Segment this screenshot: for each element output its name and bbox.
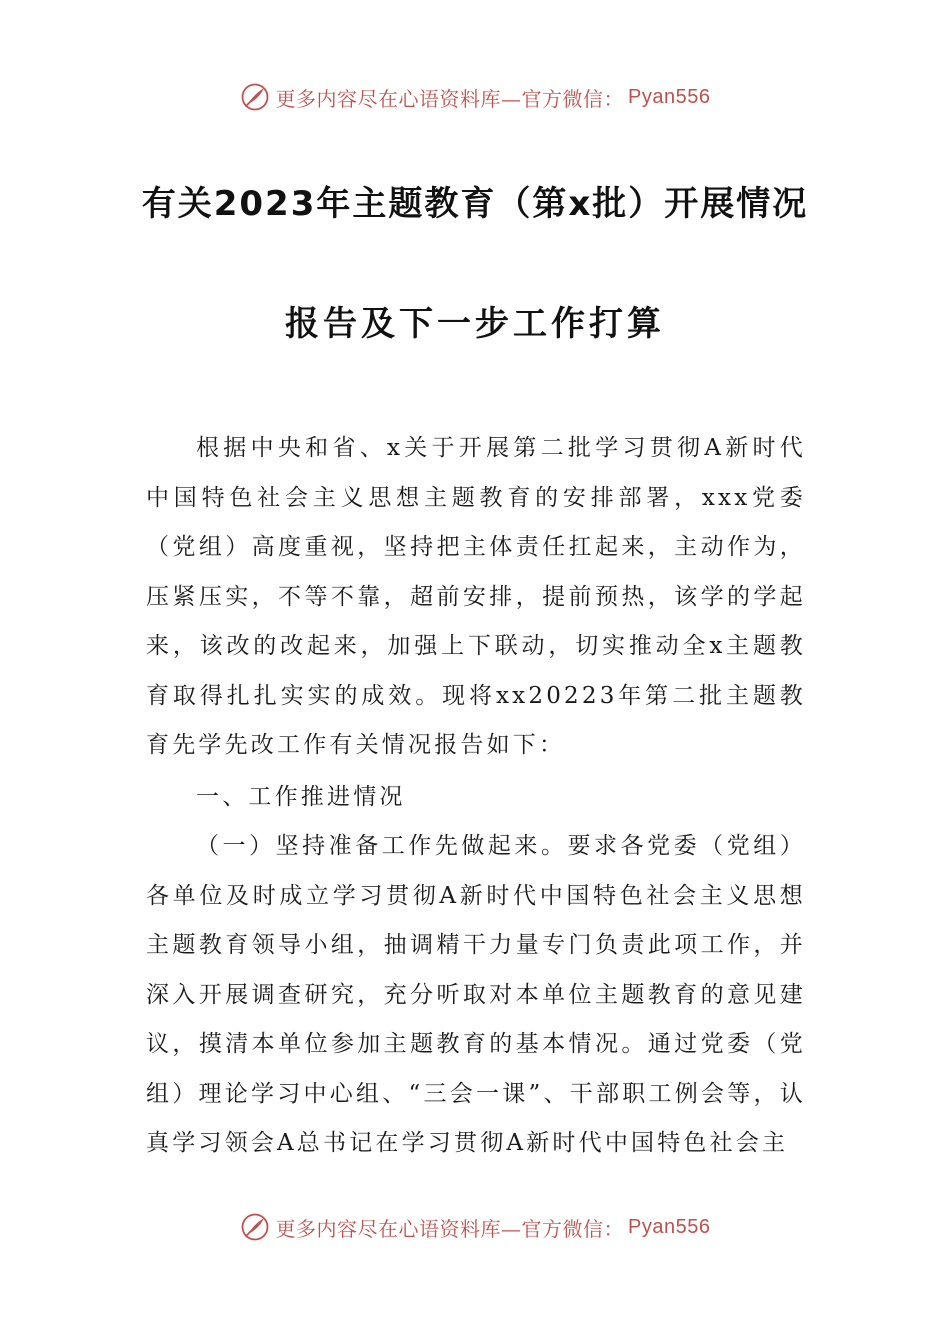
document-title-line1: 有关2023年主题教育（第x批）开展情况 [141, 184, 809, 224]
watermark-text: 更多内容尽在心语资料库—官方微信： [275, 1216, 625, 1241]
section-heading-text: 一、工作推进情况 [196, 784, 406, 810]
paragraph-text: 根据中央和省、x关于开展第二批学习贯彻A新时代中国特色社会主义思想主题教育的安排部署，xxx党委（党组）高度重视，坚持把主体责任扛起来，主动作为，压紧压实，不等不靠，超前安排，提前预热，该学的学起来，该改的改起来，加强上下联动，切实推动全x主题教育取得扎扎实实的成效。现将xx20223年第二批主题教育先学先改工作有关情况报告如下： [146, 435, 806, 758]
header-watermark [0, 82, 950, 112]
body-paragraph-1 [146, 424, 806, 771]
quill-logo-icon [240, 82, 270, 112]
watermark-wechat-id: Pyan556 [628, 85, 711, 108]
watermark-text: 更多内容尽在心语资料库—官方微信： [275, 86, 625, 111]
watermark-wechat-id: Pyan556 [628, 1215, 711, 1238]
document-title-line2: 报告及下一步工作打算 [285, 304, 665, 344]
body-paragraph-2 [146, 822, 806, 1169]
paragraph-text: （一）坚持准备工作先做起来。要求各党委（党组）各单位及时成立学习贯彻A新时代中国特色社会主义思想主题教育领导小组，抽调精干力量专门负责此项工作，并深入开展调查研究，充分听取对本单位主题教育的意见建议，摸清本单位参加主题教育的基本情况。通过党委（党组）理论学习中心组、“三会一课”、干部职工例会等，认真学习领会A总书记在学习贯彻A新时代中国特色社会主 [146, 833, 806, 1156]
footer-watermark [0, 1212, 950, 1242]
quill-logo-icon [240, 1212, 270, 1242]
section-heading-1 [146, 773, 806, 823]
